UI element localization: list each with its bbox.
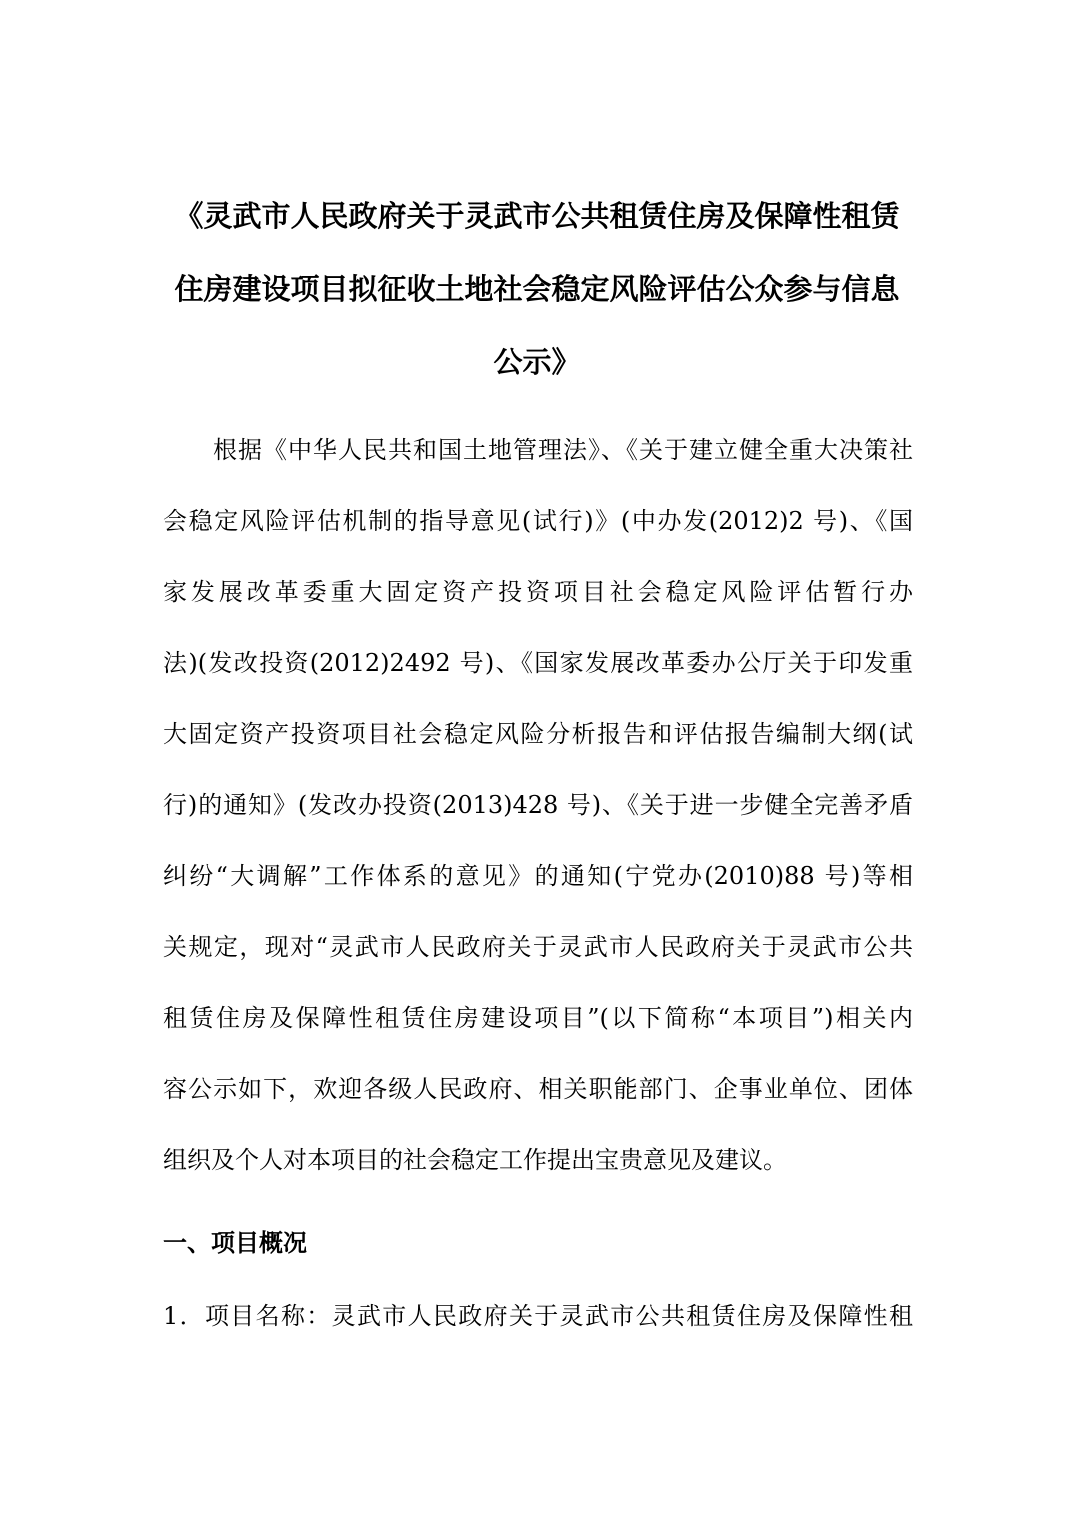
title-line: 住房建设项目拟征收土地社会稳定风险评估公众参与信息 [174,272,900,306]
paragraph-line: 行)的通知》(发改办投资(2013)428 号)、《关于进一步健全完善矛盾 [163,791,913,819]
paragraph-line: 大固定资产投资项目社会稳定风险分析报告和评估报告编制大纲(试 [163,720,913,748]
paragraph-line: 关规定，现对“灵武市人民政府关于灵武市人民政府关于灵武市公共 [163,933,913,961]
title-line: 公示》 [493,345,581,379]
paragraph-line: 纠纷“大调解”工作体系的意见》的通知(宁党办(2010)88 号)等相 [163,862,913,890]
paragraph-line: 法)(发改投资(2012)2492 号)、《国家发展改革委办公厅关于印发重 [163,649,913,677]
paragraph-line: 根据《中华人民共和国土地管理法》、《关于建立健全重大决策社 [213,436,913,464]
document-title [160,180,914,399]
paragraph-line: 家发展改革委重大固定资产投资项目社会稳定风险评估暂行办 [163,578,913,606]
paragraph-line: 组织及个人对本项目的社会稳定工作提出宝贵意见及建议。 [163,1146,787,1174]
paragraph-line: 租赁住房及保障性租赁住房建设项目”(以下简称“本项目”)相关内 [163,1004,913,1032]
intro-paragraph [163,415,913,1196]
project-name-item: 1．项目名称：灵武市人民政府关于灵武市公共租赁住房及保障性租 [163,1302,913,1330]
paragraph-line: 容公示如下，欢迎各级人民政府、相关职能部门、企事业单位、团体 [163,1075,913,1103]
paragraph-line: 会稳定风险评估机制的指导意见(试行)》(中办发(2012)2 号)、《国 [163,507,913,535]
title-line: 《灵武市人民政府关于灵武市公共租赁住房及保障性租赁 [174,199,900,233]
section-heading-project-overview: 一、项目概况 [163,1229,307,1257]
